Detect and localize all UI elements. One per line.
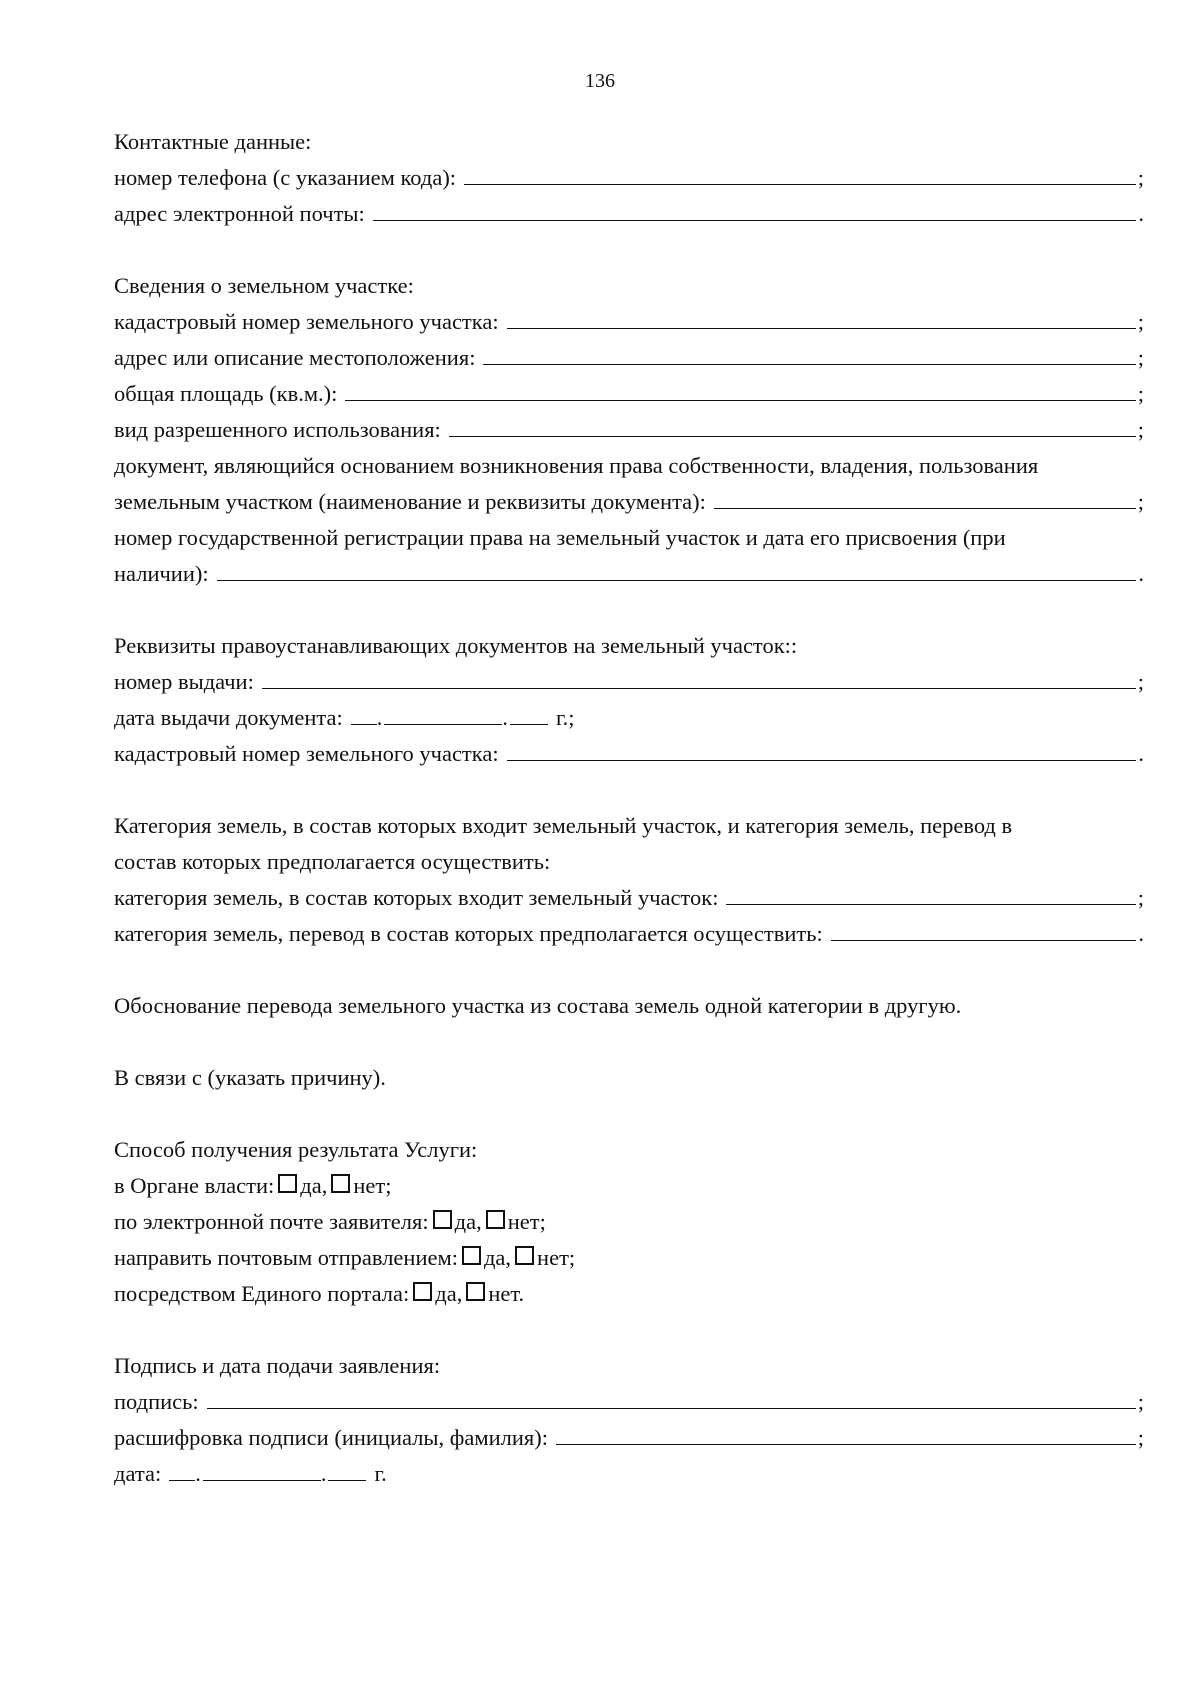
current-category-field[interactable]	[726, 880, 1135, 905]
target-category-row: категория земель, перевод в состав которых предполагается осуществить: .	[114, 916, 1144, 952]
email-field[interactable]	[373, 196, 1137, 221]
issue-year-field[interactable]	[510, 700, 548, 725]
signature-heading: Подпись и дата подачи заявления:	[114, 1353, 441, 1378]
target-category-field[interactable]	[831, 916, 1137, 941]
email-row: адрес электронной почты: .	[114, 196, 1144, 232]
use-label: вид разрешенного использования:	[114, 417, 441, 442]
area-field[interactable]	[345, 376, 1135, 401]
category-heading-1: Категория земель, в состав которых входит земельный участок, и категория земель, перевод в	[114, 813, 1013, 838]
delivery-option-email: по электронной почте заявителя: да, нет;	[114, 1209, 546, 1234]
sign-field[interactable]	[207, 1384, 1136, 1409]
target-category-label: категория земель, перевод в состав которых предполагается осуществить:	[114, 921, 823, 946]
reason-text: В связи с (указать причину).	[114, 1065, 386, 1090]
office-yes-checkbox[interactable]	[278, 1174, 297, 1193]
address-row: адрес или описание местоположения: ;	[114, 340, 1144, 376]
portal-yes-checkbox[interactable]	[413, 1282, 432, 1301]
delivery-heading: Способ получения результата Услуги:	[114, 1137, 478, 1162]
sign-date-label: дата:	[114, 1461, 162, 1486]
registration-label: наличии):	[114, 561, 209, 586]
justification-text: Обоснование перевода земельного участка из состава земель одной категории в другую.	[114, 993, 962, 1018]
title-cadastral-label: кадастровый номер земельного участка:	[114, 741, 499, 766]
cadastral-label: кадастровый номер земельного участка:	[114, 309, 499, 334]
issue-number-label: номер выдачи:	[114, 669, 254, 694]
decode-field[interactable]	[556, 1420, 1136, 1445]
cadastral-row: кадастровый номер земельного участка: ;	[114, 304, 1144, 340]
current-category-label: категория земель, в состав которых входит земельный участок:	[114, 885, 719, 910]
address-label: адрес или описание местоположения:	[114, 345, 476, 370]
decode-label: расшифровка подписи (инициалы, фамилия):	[114, 1425, 549, 1450]
post-no-checkbox[interactable]	[515, 1246, 534, 1265]
contacts-heading: Контактные данные:	[114, 129, 312, 154]
document-label: земельным участком (наименование и реквизиты документа):	[114, 489, 706, 514]
issue-number-row: номер выдачи: ;	[114, 664, 1144, 700]
sign-month-field[interactable]	[203, 1456, 321, 1481]
phone-row: номер телефона (с указанием кода): ;	[114, 160, 1144, 196]
sign-label: подпись:	[114, 1389, 199, 1414]
email-yes-checkbox[interactable]	[433, 1210, 452, 1229]
issue-month-field[interactable]	[384, 700, 502, 725]
delivery-option-portal: посредством Единого портала: да, нет.	[114, 1281, 525, 1306]
issue-date-row: дата выдачи документа: . . г.;	[114, 700, 1144, 736]
use-row: вид разрешенного использования: ;	[114, 412, 1144, 448]
cadastral-field[interactable]	[507, 304, 1136, 329]
phone-label: номер телефона (с указанием кода):	[114, 165, 457, 190]
sign-date-row: дата: . . г.	[114, 1456, 1144, 1492]
area-row: общая площадь (кв.м.): ;	[114, 376, 1144, 412]
phone-field[interactable]	[464, 160, 1136, 185]
document-field[interactable]	[714, 484, 1136, 509]
registration-row-1: номер государственной регистрации права на земельный участок и дата его присвоения (при	[114, 525, 1006, 550]
use-field[interactable]	[449, 412, 1136, 437]
email-label: адрес электронной почты:	[114, 201, 365, 226]
post-yes-checkbox[interactable]	[462, 1246, 481, 1265]
land-heading: Сведения о земельном участке:	[114, 273, 414, 298]
title-docs-heading: Реквизиты правоустанавливающих документов на земельный участок::	[114, 633, 798, 658]
sign-row: подпись: ;	[114, 1384, 1144, 1420]
category-heading-2: состав которых предполагается осуществить:	[114, 849, 551, 874]
title-cadastral-row: кадастровый номер земельного участка: .	[114, 736, 1144, 772]
area-label: общая площадь (кв.м.):	[114, 381, 338, 406]
portal-no-checkbox[interactable]	[466, 1282, 485, 1301]
page-number: 136	[585, 70, 615, 92]
office-no-checkbox[interactable]	[331, 1174, 350, 1193]
issue-day-field[interactable]	[351, 700, 377, 725]
registration-field[interactable]	[217, 556, 1137, 581]
sign-day-field[interactable]	[169, 1456, 195, 1481]
sign-year-field[interactable]	[328, 1456, 366, 1481]
document-row-1: документ, являющийся основанием возникновения права собственности, владения, пользования	[114, 453, 1039, 478]
current-category-row: категория земель, в состав которых входит земельный участок: ;	[114, 880, 1144, 916]
registration-row-2: наличии): .	[114, 556, 1144, 592]
title-cadastral-field[interactable]	[507, 736, 1137, 761]
application-form	[114, 124, 1144, 1492]
decode-row: расшифровка подписи (инициалы, фамилия): ;	[114, 1420, 1144, 1456]
delivery-option-office: в Органе власти: да, нет;	[114, 1173, 392, 1198]
email-no-checkbox[interactable]	[486, 1210, 505, 1229]
issue-number-field[interactable]	[262, 664, 1136, 689]
address-field[interactable]	[483, 340, 1135, 365]
document-row-2: земельным участком (наименование и реквизиты документа): ;	[114, 484, 1144, 520]
delivery-option-post: направить почтовым отправлением: да, нет;	[114, 1245, 576, 1270]
issue-date-label: дата выдачи документа:	[114, 705, 343, 730]
